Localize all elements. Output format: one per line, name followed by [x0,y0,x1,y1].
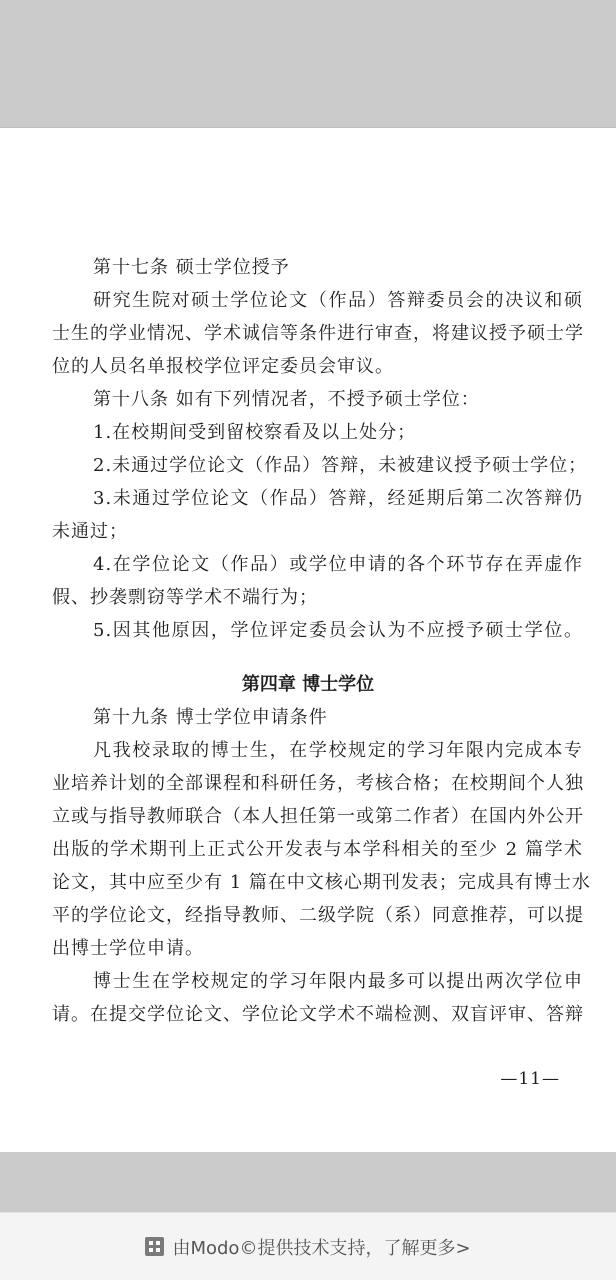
article-19-para1-line: 凡我校录取的博士生，在学校规定的学习年限内完成本专 [93,740,583,761]
article-19-heading: 第十九条 博士学位申请条件 [93,707,328,728]
article-17-body-line: 位的人员名单报校学位评定委员会审议。 [52,356,394,377]
article-19-para1-line: 业培养计划的全部课程和科研任务，考核合格；在校期间个人独 [52,773,584,794]
article-18-item: 假、抄袭剽窃等学术不端行为； [52,587,318,608]
article-19-para1-line: 立或与指导教师联合（本人担任第一或第二作者）在国内外公开 [52,806,584,827]
article-18-item: 5.因其他原因，学位评定委员会认为不应授予硕士学位。 [93,620,583,641]
article-19-para1-line: 平的学位论文，经指导教师、二级学院（系）同意推荐，可以提 [52,905,584,926]
article-19-para1-line: 出博士学位申请。 [52,938,204,959]
page-number: —11— [500,1069,560,1089]
chapter-title: 第四章 博士学位 [241,674,375,695]
modo-logo-icon [145,1237,164,1256]
article-18-item: 未通过； [52,521,128,542]
article-18-item: 1.在校期间受到留校察看及以上处分； [93,422,417,443]
modo-logo-glyph [148,1240,161,1253]
article-18-item: 3.未通过学位论文（作品）答辩，经延期后第二次答辩仍 [93,488,583,509]
article-17-body-line: 士生的学业情况、学术诚信等条件进行审查，将建议授予硕士学 [52,323,584,344]
top-gray-band [0,0,616,128]
article-17-heading: 第十七条 硕士学位授予 [93,257,290,278]
bottom-gray-band [0,1152,616,1212]
footer-label: 由Modo©提供技术支持，了解更多> [172,1237,471,1259]
article-19-para1-line: 出版的学术期刊上正式公开发表与本学科相关的至少 2 篇学术 [52,839,583,860]
article-18-item: 4.在学位论文（作品）或学位申请的各个环节存在弄虚作 [93,554,583,575]
article-18-item: 2.未通过学位论文（作品）答辩，未被建议授予硕士学位； [93,455,588,476]
article-19-para2-line: 博士生在学校规定的学习年限内最多可以提出两次学位申 [93,971,583,992]
article-19-para2-line: 请。在提交学位论文、学位论文学术不端检测、双盲评审、答辩 [52,1004,584,1025]
modo-footer-link[interactable] [0,1212,616,1280]
document-page [0,128,616,1152]
article-18-heading: 第十八条 如有下列情况者，不授予硕士学位： [93,389,480,410]
article-17-body-line: 研究生院对硕士学位论文（作品）答辩委员会的决议和硕 [93,290,583,311]
article-19-para1-line: 论文，其中应至少有 1 篇在中文核心期刊发表；完成具有博士水 [52,872,591,893]
